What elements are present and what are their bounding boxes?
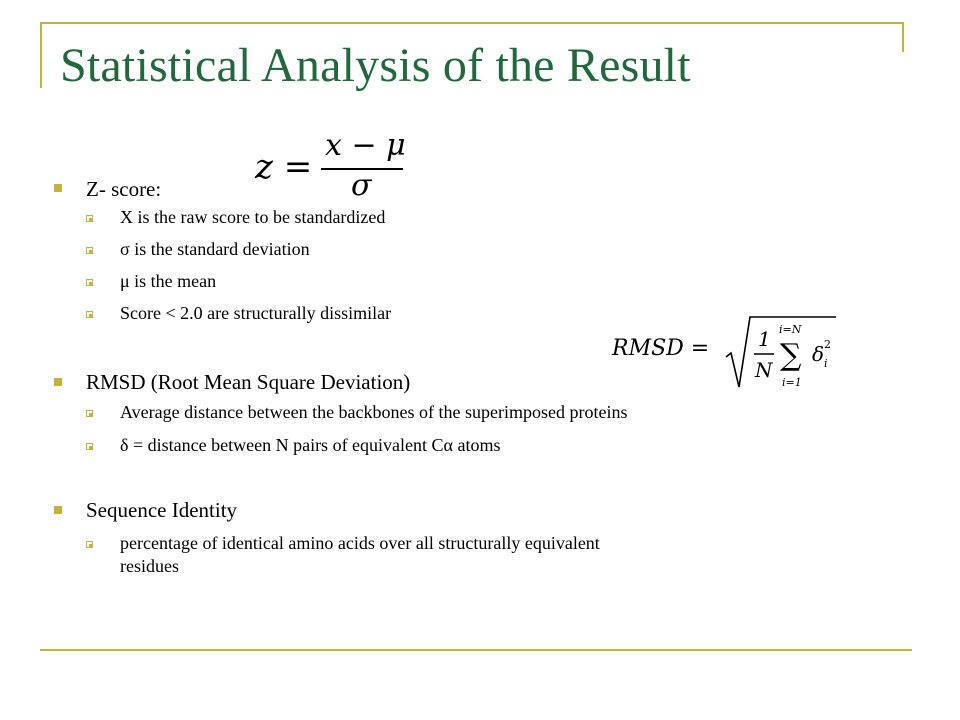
rmsd-n: N	[755, 358, 773, 382]
list-item: μ is the mean	[120, 271, 217, 291]
sub-bullet	[86, 410, 93, 417]
section-bullet	[54, 184, 62, 192]
rmsd-formula	[612, 313, 837, 393]
rmsd-sigma: ∑	[780, 338, 802, 373]
rmsd-formula-radical	[724, 313, 836, 393]
sub-bullet	[86, 247, 93, 254]
rmsd-delta-sup: 2	[824, 338, 831, 351]
rmsd-sum-upper: i=N	[779, 323, 802, 336]
frame-bottom-line	[40, 649, 912, 651]
list-item: δ = distance between N pairs of equivalent Cα atoms	[120, 435, 501, 455]
frame-left-line	[40, 22, 42, 88]
rmsd-one: 1	[758, 327, 771, 351]
sub-bullet	[86, 541, 93, 548]
rmsd-delta-sub: i	[824, 357, 828, 370]
zscore-formula	[255, 128, 435, 203]
frame-top-line	[40, 22, 904, 24]
slide-title: Statistical Analysis of the Result	[60, 39, 691, 92]
rmsd-delta: δ	[812, 342, 825, 366]
sub-bullet	[86, 443, 93, 450]
list-item: σ is the standard deviation	[120, 239, 310, 259]
zscore-formula-denominator: σ	[351, 168, 372, 203]
rmsd-sum-lower: i=1	[782, 376, 802, 389]
list-item: Average distance between the backbones of the superimposed proteins	[120, 402, 628, 422]
sub-bullet	[86, 311, 93, 318]
section-bullet	[54, 506, 62, 514]
list-item: X is the raw score to be standardized	[120, 207, 386, 227]
zscore-formula-lhs: z =	[255, 147, 313, 187]
list-item: percentage of identical amino acids over all structurally equivalent	[120, 533, 600, 553]
section-heading-rmsd: RMSD (Root Mean Square Deviation)	[86, 370, 411, 394]
list-item: Score < 2.0 are structurally dissimilar	[120, 303, 392, 323]
frame-right-line	[902, 22, 904, 52]
sub-bullet	[86, 215, 93, 222]
zscore-formula-numerator: x − μ	[325, 128, 406, 163]
section-heading-sequence-identity: Sequence Identity	[86, 498, 238, 522]
section-heading-zscore: Z- score:	[86, 177, 162, 201]
list-item-continuation: residues	[120, 556, 179, 576]
sub-bullet	[86, 279, 93, 286]
rmsd-formula-lhs: RMSD =	[612, 336, 710, 361]
section-bullet	[54, 378, 62, 386]
